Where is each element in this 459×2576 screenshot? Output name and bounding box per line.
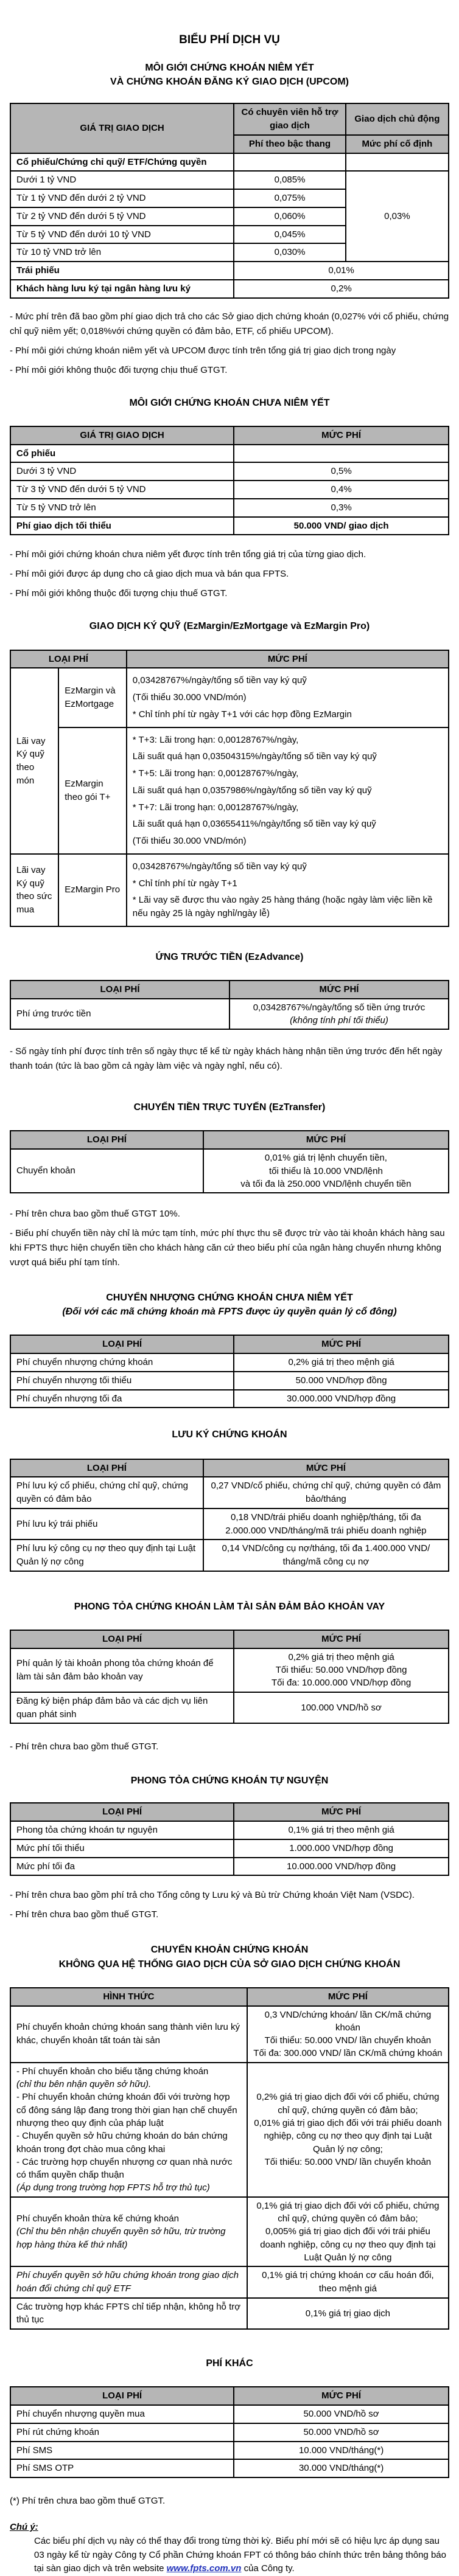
section-notes xyxy=(10,1740,449,1754)
fee-value xyxy=(234,1648,449,1692)
minimum-fee-label: Phí giao dịch tối thiểu xyxy=(10,517,234,535)
fee-line: Tối thiểu: 50.000 VND/ lần chuyển khoản xyxy=(264,2156,432,2167)
fee-line: 0,3 VND/chứng khoán/ lần CK/mã chứng khoán xyxy=(264,2009,432,2033)
product-name: EzMargin và EzMortgage xyxy=(58,668,127,727)
fee-value: 30.000 VND/tháng(*) xyxy=(234,2459,449,2477)
table-row xyxy=(10,2197,449,2266)
section-notes xyxy=(10,1207,449,1270)
fee-type-label: Phí lưu ký trái phiếu xyxy=(10,1508,203,1540)
fee-line: 0,03428767%/ngày/tổng số tiền vay ký quỹ xyxy=(132,675,307,686)
fee-line: Tối thiểu: 50.000 VND/ lần chuyển khoản xyxy=(264,2035,432,2046)
col-header-fee-type: LOẠI PHÍ xyxy=(10,981,230,999)
fee-type-label xyxy=(10,2197,247,2266)
fee-type-label xyxy=(10,2063,247,2197)
table-row xyxy=(10,171,449,189)
section-heading-line2: VÀ CHỨNG KHOÁN ĐĂNG KÝ GIAO DỊCH (UPCOM) xyxy=(110,77,349,88)
label-line: - Phí chuyển khoản cho biếu tặng chứng khoán xyxy=(16,2066,209,2077)
empty-cell xyxy=(234,153,346,172)
table-row xyxy=(10,517,449,535)
col-header-transaction-value: GIÁ TRỊ GIAO DỊCH xyxy=(10,426,234,445)
fee-line: * T+7: Lãi trong hạn: 0,00128767%/ngày, xyxy=(132,802,299,813)
col-header-fee-type: LOẠI PHÍ xyxy=(10,1459,203,1477)
section-heading-line1: MÔI GIỚI CHỨNG KHOÁN NIÊM YẾT xyxy=(145,63,314,73)
note: - Biểu phí chuyển tiền này chỉ là mức tạm tính, mức phí thực thu sẽ được trừ vào tài khoản khách hàng sau khi FPTS thực hiện chuyển tiền cho khách hàng căn cứ theo biểu phí của ngân hàng chuyển nhưng không vượt quá biểu phí tạm tính. xyxy=(10,1228,445,1268)
section-notes xyxy=(10,547,449,601)
section-unlisted-brokerage xyxy=(10,396,449,602)
note: - Phí môi giới chứng khoán chưa niêm yết được tính trên tổng giá trị của từng giao dịch. xyxy=(10,549,366,560)
fee-line: Lãi suất quá hạn 0,03655411%/ngày/tổng số tiền vay ký quỹ xyxy=(132,819,376,830)
fee-value: 50.000 VND/hồ sơ xyxy=(234,2405,449,2423)
label-line: Phí chuyển khoản thừa kế chứng khoán xyxy=(16,2213,179,2224)
fee-type-label: Phí quản lý tài khoản phong tỏa chứng khoán để làm tài sản đảm bảo khoản vay xyxy=(10,1648,234,1692)
col-header-fee: MỨC PHÍ xyxy=(247,1988,449,2006)
section-heading xyxy=(10,1291,449,1319)
col-header-fee-type: LOẠI PHÍ xyxy=(10,1803,234,1821)
fee-value xyxy=(247,2063,449,2197)
tier-label: Dưới 1 tỷ VND xyxy=(10,171,234,189)
fee-line: và tối đa là 250.000 VND/lệnh chuyển tiền xyxy=(240,1178,412,1189)
section-off-exchange-transfer xyxy=(10,1943,449,2330)
section-listed-brokerage xyxy=(10,61,449,378)
fee-type-label: Phí chuyển quyền sở hữu chứng khoán trong giao dịch hoán đổi chứng chỉ quỹ ETF xyxy=(10,2266,247,2298)
table-header-row xyxy=(10,1131,449,1149)
note: - Phí môi giới không thuộc đối tượng chịu thuế GTGT. xyxy=(10,364,228,375)
fee-line: 0,2% giá trị giao dịch đối với cổ phiếu, chứng chỉ quỹ, chứng quyền có đảm bảo; xyxy=(256,2092,440,2116)
fee-value xyxy=(203,1149,449,1193)
col-header-fee: MỨC PHÍ xyxy=(203,1131,449,1149)
fee-line: 0,03428767%/ngày/tổng số tiền vay ký quỹ xyxy=(132,861,307,872)
fee-type-label: Phí SMS OTP xyxy=(10,2459,234,2477)
fee-type-label: Phí ứng trước tiền xyxy=(10,999,230,1030)
fee-value: 0,1% giá trị giao dịch xyxy=(247,2298,449,2330)
fee-value: 10.000 VND/tháng(*) xyxy=(234,2442,449,2460)
col-header-fee: MỨC PHÍ xyxy=(127,650,449,668)
tier-fee: 0,060% xyxy=(234,207,346,226)
fee-type-label: Phí chuyển nhượng quyền mua xyxy=(10,2405,234,2423)
table-row xyxy=(10,481,449,499)
fee-line: * T+3: Lãi trong hạn: 0,00128767%/ngày, xyxy=(132,734,299,745)
note: - Phí trên chưa bao gồm thuế GTGT. xyxy=(10,1909,159,1920)
col-header-fee: MỨC PHÍ xyxy=(234,1335,449,1353)
col-header-transaction-value: GIÁ TRỊ GIAO DỊCH xyxy=(10,103,234,153)
col-header-fee: MỨC PHÍ xyxy=(234,1803,449,1821)
col-header-fee: MỨC PHÍ xyxy=(203,1459,449,1477)
table-row xyxy=(10,262,449,280)
table-row xyxy=(10,1648,449,1692)
fee-value: 0,2% giá trị theo mệnh giá xyxy=(234,1353,449,1372)
note: - Số ngày tính phí được tính trên số ngày thực tế kể từ ngày khách hàng nhận tiền ứng trước đến hết ngày thanh toán (tức là bao gồm cả ngày làm việc và ngày nghỉ, nếu có). xyxy=(10,1046,443,1072)
section-cash-advance xyxy=(10,950,449,1074)
col-header-fee-type: LOẠI PHÍ xyxy=(10,1630,234,1648)
section-online-transfer xyxy=(10,1100,449,1270)
fee-type-label: Mức phí tối đa xyxy=(10,1858,234,1876)
group-label: Cổ phiếu xyxy=(10,445,234,463)
fee-value: 10.000.000 VND/hợp đồng xyxy=(234,1858,449,1876)
note: - Phí trên chưa bao gồm thuế GTGT. xyxy=(10,1741,159,1752)
online-transfer-table xyxy=(10,1130,449,1193)
fee-type-label: Phí lưu ký cổ phiếu, chứng chỉ quỹ, chứng quyền có đảm bảo xyxy=(10,1477,203,1508)
fee-line: Tối đa: 300.000 VND/ lần CK/mã chứng khoán xyxy=(253,2048,443,2059)
table-header-row xyxy=(10,1459,449,1477)
table-row xyxy=(10,727,449,854)
tier-label: Từ 10 tỷ VND trở lên xyxy=(10,243,234,262)
table-header-row xyxy=(10,1335,449,1353)
custody-bank-label: Khách hàng lưu ký tại ngân hàng lưu ký xyxy=(10,280,234,298)
fee-value xyxy=(230,999,449,1030)
notice-label: Chú ý: xyxy=(10,2522,38,2533)
custody-bank-fee: 0,2% xyxy=(234,280,449,298)
note: - Phí môi giới không thuộc đối tượng chịu thuế GTGT. xyxy=(10,588,228,599)
group-label: Cổ phiếu/Chứng chỉ quỹ/ ETF/Chứng quyền xyxy=(10,153,234,172)
section-heading: GIAO DỊCH KÝ QUỸ (EzMargin/EzMortgage và EzMargin Pro) xyxy=(89,621,370,632)
tier-label: Từ 3 tỷ VND đến dưới 5 tỷ VND xyxy=(10,481,234,499)
bond-fee: 0,01% xyxy=(234,262,449,280)
table-row xyxy=(10,668,449,727)
minimum-fee-value: 50.000 VND/ giao dịch xyxy=(234,517,449,535)
tier-fee: 0,045% xyxy=(234,226,346,244)
table-row xyxy=(10,1477,449,1508)
table-row xyxy=(10,1149,449,1193)
table-row xyxy=(10,499,449,517)
col-header-fee: MỨC PHÍ xyxy=(234,2387,449,2405)
table-header-row xyxy=(10,650,449,668)
section-depository xyxy=(10,1428,449,1571)
fee-detail xyxy=(127,854,449,926)
table-row xyxy=(10,1692,449,1724)
tier-fee: 0,085% xyxy=(234,171,346,189)
note: - Mức phí trên đã bao gồm phí giao dịch trả cho các Sở giao dịch chứng khoán (0,027% với cổ phiếu, chứng chỉ quỹ niêm yết; 0,018%với chứng quyền có đảm bảo, ETF, cổ phiếu UPCOM). xyxy=(10,311,449,336)
product-name: EzMargin Pro xyxy=(58,854,127,926)
section-heading: LƯU KÝ CHỨNG KHOÁN xyxy=(172,1429,287,1440)
note: - Phí môi giới chứng khoán niêm yết và UPCOM được tính trên tổng giá trị giao dịch trong ngày xyxy=(10,345,396,356)
table-header-row xyxy=(10,103,449,135)
col-header-fixed-fee: Mức phí cố định xyxy=(346,135,449,153)
fee-line: * Chỉ tính phí từ ngày T+1 xyxy=(132,878,237,889)
table-row xyxy=(10,999,449,1030)
cash-advance-table xyxy=(10,980,449,1030)
group-row xyxy=(10,445,449,463)
fee-type-label: Phí chuyển khoản chứng khoán sang thành viên lưu ký khác, chuyển khoản tất toán tài sản xyxy=(10,2006,247,2063)
bond-label: Trái phiếu xyxy=(10,262,234,280)
tier-fee: 0,3% xyxy=(234,499,449,517)
fee-line: 0,2% giá trị theo mệnh giá xyxy=(288,1651,394,1662)
section-heading-line2: KHÔNG QUA HỆ THỐNG GIAO DỊCH CỦA SỞ GIAO DỊCH CHỨNG KHOÁN xyxy=(58,1959,401,1970)
table-row xyxy=(10,1353,449,1372)
notice-block xyxy=(10,2522,449,2576)
fee-value xyxy=(247,2197,449,2266)
fee-type-label: Phong tỏa chứng khoán tự nguyện xyxy=(10,1821,234,1839)
fee-value: 1.000.000 VND/hợp đồng xyxy=(234,1839,449,1858)
fee-line: (Tối thiểu 30.000 VND/món) xyxy=(132,692,247,703)
fee-type-label: Phí lưu ký công cụ nợ theo quy định tại Luật Quản lý nợ công xyxy=(10,1540,203,1571)
depository-table xyxy=(10,1459,449,1572)
fee-type-label: Mức phí tối thiểu xyxy=(10,1839,234,1858)
label-line-note: (Áp dụng trong trường hợp FPTS hỗ trợ thủ tục) xyxy=(16,2182,210,2193)
note: - Phí môi giới được áp dụng cho cả giao dịch mua và bán qua FPTS. xyxy=(10,569,289,580)
group-row xyxy=(10,153,449,172)
fee-line: Tối đa: 10.000.000 VND/hợp đồng xyxy=(272,1678,412,1689)
col-header-active: Giao dịch chủ động xyxy=(346,103,449,135)
page-title: BIỂU PHÍ DỊCH VỤ xyxy=(179,33,280,46)
unlisted-brokerage-table xyxy=(10,426,449,536)
table-row xyxy=(10,1508,449,1540)
table-row xyxy=(10,1858,449,1876)
section-heading-line1: CHUYỂN KHOẢN CHỨNG KHOÁN xyxy=(150,1945,309,1956)
col-header-fee: MỨC PHÍ xyxy=(230,981,449,999)
unlisted-transfer-table xyxy=(10,1335,449,1408)
fee-value: 50.000 VND/hợp đồng xyxy=(234,1372,449,1390)
fee-type-label: Các trường hợp khác FPTS chỉ tiếp nhận, không hỗ trợ thủ tục xyxy=(10,2298,247,2330)
label-line: - Phí chuyển khoản chứng khoán đối với trường hợp cổ đông sáng lập đang trong thời gian hạn chế chuyển nhượng theo quy định của pháp luật xyxy=(16,2092,237,2128)
section-heading-line1: CHUYỂN NHƯỢNG CHỨNG KHOÁN CHƯA NIÊM YẾT xyxy=(106,1293,353,1304)
table-row xyxy=(10,2405,449,2423)
notice-text: Các biểu phí dịch vụ này có thể thay đổi trong từng thời kỳ. Biểu phí mới sẽ có hiệu lực áp dụng sau 03 ngày kể từ ngày Công ty Cổ phần Chứng khoán FPT có thông báo chính thức trên bảng thông báo tại sàn giao dịch và trên website xyxy=(34,2536,446,2574)
section-collateral-blocking xyxy=(10,1600,449,1754)
col-header-assisted: Có chuyên viên hỗ trợ giao dịch xyxy=(234,103,346,135)
listed-brokerage-table xyxy=(10,103,449,298)
label-line-note: (Chỉ thu bên nhận chuyển quyền sở hữu, trừ trường hợp hàng thừa kế thứ nhất) xyxy=(16,2226,226,2250)
table-row xyxy=(10,2298,449,2330)
table-header-row xyxy=(10,426,449,445)
fee-value xyxy=(247,2006,449,2063)
fee-type-label: Đăng ký biện pháp đảm bảo và các dịch vụ liên quan phát sinh xyxy=(10,1692,234,1724)
off-exchange-transfer-table xyxy=(10,1987,449,2330)
label-line-note: (chỉ thu bên nhận quyền sở hữu). xyxy=(16,2079,152,2090)
tier-label: Từ 5 tỷ VND đến dưới 10 tỷ VND xyxy=(10,226,234,244)
section-heading: PHONG TỎA CHỨNG KHOÁN LÀM TÀI SẢN ĐẢM BẢO KHOẢN VAY xyxy=(74,1601,385,1612)
tier-label: Từ 1 tỷ VND đến dưới 2 tỷ VND xyxy=(10,189,234,207)
table-header-row xyxy=(10,1803,449,1821)
fee-line: 0,03428767%/ngày/tổng số tiền ứng trước xyxy=(253,1002,426,1013)
margin-loan-purchasing-power-label: Lãi vay Ký quỹ theo sức mua xyxy=(10,854,58,926)
fee-type-label: Phí SMS xyxy=(10,2442,234,2460)
section-heading: PHONG TỎA CHỨNG KHOÁN TỰ NGUYỆN xyxy=(130,1776,329,1786)
col-header-tiered-fee: Phí theo bậc thang xyxy=(234,135,346,153)
star-note: (*) Phí trên chưa bao gồm thuế GTGT. xyxy=(10,2496,166,2507)
empty-cell xyxy=(346,153,449,172)
fee-line: Lãi suất quá hạn 0,03504315%/ngày/tổng số tiền vay ký quỹ xyxy=(132,751,377,762)
section-heading: CHUYỂN TIỀN TRỰC TUYẾN (EzTransfer) xyxy=(133,1102,326,1113)
table-row xyxy=(10,2063,449,2197)
fee-value: 100.000 VND/hồ sơ xyxy=(234,1692,449,1724)
fee-line: * Lãi vay sẽ được thu vào ngày 25 hàng tháng (hoặc ngày làm việc liền kề nếu ngày 25 là ngày nghỉ/ngày lễ) xyxy=(132,895,433,918)
section-heading: MÔI GIỚI CHỨNG KHOÁN CHƯA NIÊM YẾT xyxy=(129,397,330,408)
tier-fee: 0,030% xyxy=(234,243,346,262)
table-row xyxy=(10,462,449,481)
fee-line: * Chỉ tính phí từ ngày T+1 với các hợp đồng EzMargin xyxy=(132,709,352,720)
table-header-row xyxy=(10,1988,449,2006)
margin-loan-per-deal-label: Lãi vay Ký quỹ theo món xyxy=(10,668,58,854)
table-row xyxy=(10,2266,449,2298)
voluntary-blocking-table xyxy=(10,1802,449,1876)
fee-line: 0,01% giá trị lệnh chuyển tiền, xyxy=(264,1153,387,1164)
col-header-fee-type: LOẠI PHÍ xyxy=(10,2387,234,2405)
section-margin-trading xyxy=(10,619,449,926)
fee-type-label: Chuyển khoản xyxy=(10,1149,203,1193)
table-row xyxy=(10,1540,449,1571)
fee-type-label: Phí chuyển nhượng tối thiểu xyxy=(10,1372,234,1390)
label-line: - Các trường hợp chuyển nhượng cơ quan nhà nước có thẩm quyền chấp thuận xyxy=(16,2156,233,2181)
table-row xyxy=(10,1372,449,1390)
fee-line: 0,005% giá trị giao dịch đối với trái phiếu doanh nghiệp, công cụ nợ theo quy định tại Luật Quản lý nợ công xyxy=(260,2226,436,2263)
fee-value: 0,14 VND/công cụ nợ/tháng, tối đa 1.400.000 VND/ tháng/mã công cụ nợ xyxy=(203,1540,449,1571)
section-heading: ỨNG TRƯỚC TIỀN (EzAdvance) xyxy=(155,951,304,962)
collateral-blocking-table xyxy=(10,1630,449,1724)
table-row xyxy=(10,2006,449,2063)
fee-type-label: Phí chuyển nhượng tối đa xyxy=(10,1390,234,1408)
section-notes xyxy=(10,310,449,378)
fee-line: 0,01% giá trị giao dịch đối với trái phiếu doanh nghiệp, công cụ nợ theo quy định tại Luật Quản lý nợ công; xyxy=(254,2117,442,2154)
col-header-fee: MỨC PHÍ xyxy=(234,1630,449,1648)
empty-cell xyxy=(234,445,449,463)
fee-type-label: Phí chuyển nhượng chứng khoán xyxy=(10,1353,234,1372)
fee-value: 0,1% giá trị chứng khoán cơ cấu hoán đổi, theo mệnh giá xyxy=(247,2266,449,2298)
col-header-fee-type: LOẠI PHÍ xyxy=(10,650,127,668)
fee-line: * T+5: Lãi trong hạn: 0,00128767%/ngày, xyxy=(132,768,299,779)
fixed-fee-value: 0,03% xyxy=(346,171,449,262)
section-heading: PHÍ KHÁC xyxy=(206,2358,253,2369)
section-other-fees xyxy=(10,2356,449,2575)
fee-line: (Tối thiểu 30.000 VND/món) xyxy=(132,836,247,846)
fee-value: 50.000 VND/hồ sơ xyxy=(234,2423,449,2442)
col-header-form: HÌNH THỨC xyxy=(10,1988,247,2006)
table-row xyxy=(10,2459,449,2477)
margin-fee-table xyxy=(10,650,449,927)
fee-value: 0,18 VND/trái phiếu doanh nghiệp/tháng, tối đa 2.000.000 VND/tháng/mã trái phiếu doanh nghiệp xyxy=(203,1508,449,1540)
fee-line: 0,1% giá trị giao dịch đối với cổ phiếu, chứng chỉ quỹ, chứng quyền có đảm bảo; xyxy=(256,2200,440,2224)
col-header-fee-type: LOẠI PHÍ xyxy=(10,1335,234,1353)
other-fees-table xyxy=(10,2386,449,2478)
tier-label: Từ 5 tỷ VND trở lên xyxy=(10,499,234,517)
table-row xyxy=(10,2442,449,2460)
table-row xyxy=(10,854,449,926)
fpts-website-link[interactable]: www.fpts.com.vn xyxy=(166,2563,242,2574)
section-heading xyxy=(10,61,449,89)
fee-detail xyxy=(127,668,449,727)
fee-type-label: Phí rút chứng khoán xyxy=(10,2423,234,2442)
tier-fee: 0,5% xyxy=(234,462,449,481)
table-header-row xyxy=(10,2387,449,2405)
fee-value: 30.000.000 VND/hợp đồng xyxy=(234,1390,449,1408)
table-row xyxy=(10,280,449,298)
fee-line-note: (không tính phí tối thiểu) xyxy=(290,1015,388,1026)
fee-line: tối thiểu là 10.000 VND/lệnh xyxy=(269,1165,383,1176)
table-row xyxy=(10,1821,449,1839)
table-row xyxy=(10,1390,449,1408)
table-header-row xyxy=(10,1630,449,1648)
product-name: EzMargin theo gói T+ xyxy=(58,727,127,854)
note: - Phí trên chưa bao gồm phí trả cho Tổng công ty Lưu ký và Bù trừ Chứng khoán Việt Nam (VSDC). xyxy=(10,1890,415,1901)
notice-paragraph xyxy=(34,2535,449,2576)
section-notes xyxy=(10,1044,449,1074)
table-header-row xyxy=(10,981,449,999)
table-row xyxy=(10,2423,449,2442)
section-voluntary-blocking xyxy=(10,1774,449,1922)
section-heading xyxy=(10,1943,449,1971)
section-subheading: (Đối với các mã chứng khoán mà FPTS được ủy quyền quản lý cổ đông) xyxy=(62,1307,397,1318)
table-row xyxy=(10,1839,449,1858)
section-unlisted-transfer xyxy=(10,1291,449,1408)
section-notes xyxy=(10,1888,449,1922)
col-header-fee-type: LOẠI PHÍ xyxy=(10,1131,203,1149)
fee-line: Lãi suất quá hạn 0,0357986%/ngày/tổng số tiền vay ký quỹ xyxy=(132,785,372,796)
fee-line: Tối thiểu: 50.000 VND/hợp đồng xyxy=(275,1665,407,1676)
tier-fee: 0,075% xyxy=(234,189,346,207)
section-notes xyxy=(10,2494,449,2508)
note: - Phí trên chưa bao gồm thuế GTGT 10%. xyxy=(10,1209,180,1220)
tier-label: Từ 2 tỷ VND đến dưới 5 tỷ VND xyxy=(10,207,234,226)
col-header-fee: MỨC PHÍ xyxy=(234,426,449,445)
tier-label: Dưới 3 tỷ VND xyxy=(10,462,234,481)
label-line: - Chuyển quyền sở hữu chứng khoán do bán chứng khoán trong đợt chào mua công khai xyxy=(16,2131,228,2154)
fee-value: 0,1% giá trị theo mệnh giá xyxy=(234,1821,449,1839)
fee-detail xyxy=(127,727,449,854)
fee-value: 0,27 VND/cổ phiếu, chứng chỉ quỹ, chứng quyền có đảm bảo/tháng xyxy=(203,1477,449,1508)
tier-fee: 0,4% xyxy=(234,481,449,499)
notice-text: của Công ty. xyxy=(241,2563,295,2574)
